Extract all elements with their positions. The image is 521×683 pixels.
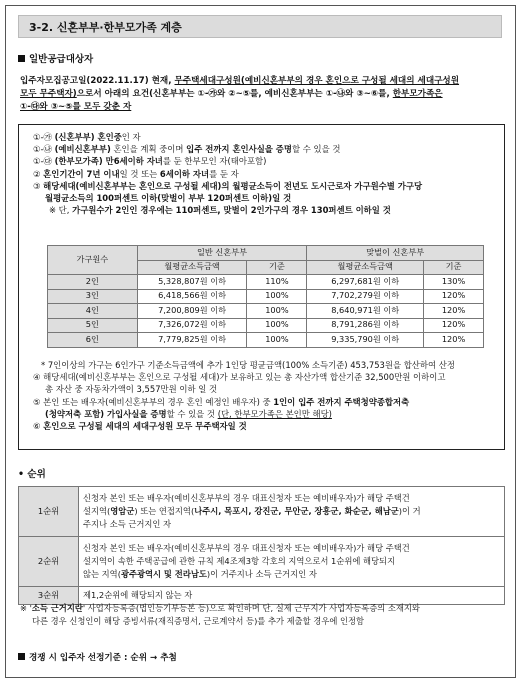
intro-requirements: 으로서 아래의 요건(신혼부부는 ①-㉮와 ②~⑤를, 예비신혼부부는 ①-㉯와 ③~⑥를, [76, 88, 393, 99]
rank-desc: 신청자 본인 또는 배우자(예비신혼부부의 경우 대표신청자 또는 예비배우자)가 해당 주택건 설지역(영암군) 또는 연접지역(나주시, 목포시, 강진군, 무안군, 장흥군, 화순군, 해남군)이 거 주지나 소득 근거지인 자 [79, 487, 505, 537]
intro-paragraph [20, 75, 504, 114]
rank-heading: • 순위 [18, 469, 46, 480]
req-assets: ④ 해당세대(예비신혼부부는 혼인으로 구성될 세대)가 보유하고 있는 총 자산가액 합산기준 32,500만원 이하이고 [33, 372, 446, 383]
intro-date: 입주자모집공고일(2022.11.17) 현재, [20, 76, 175, 86]
table-row: 5인 7,326,072원 이하 100% 8,791,286원 이하 120% [48, 318, 484, 333]
col-general: 일반 신혼부부 [137, 246, 307, 261]
req-homeless: ⑥ 혼인으로 구성될 세대의 세대구성원 모두 무주택자일 것 [33, 420, 247, 431]
intro-single-parent-req: ①-㉰와 ③~⑤를 모두 갖춘 자 [20, 101, 132, 112]
rank-label: 2순위 [19, 537, 79, 587]
footnote: ※ '소득 근거지란' 사업자등록증(법인등기부등본 등)으로 확인하며 단, 실제 근무지가 사업자등록증의 소재지와 다른 경우 신청인이 해당 증빙서류(재직증명서, 근로계약서 등)를 추가 제출할 경우에 인정함 [20, 603, 420, 626]
req-pre-newlywed: ①-㉯ (예비신혼부부) 혼인을 계획 중이며 입주 전까지 혼인사실을 증명할 수 있을 것 [33, 144, 341, 155]
competition-criteria [18, 652, 177, 664]
table-row: 2인 5,328,807원 이하 110% 6,297,681원 이하 130% [48, 275, 484, 290]
rank-desc: 신청자 본인 또는 배우자(예비신혼부부의 경우 대표신청자 또는 예비배우자)가 해당 주택건 설지역이 속한 주택공급에 관한 규칙 제4조제3항 각호의 지역으로서 1순위에 해당되지 않는 지역(광주광역시 및 전라남도)이 거주지나 소득 근거지인 자 [79, 537, 505, 587]
req-marriage-period: ② 혼인기간이 7년 이내일 것 또는 6세이하 자녀를 둔 자 [33, 168, 239, 179]
section-heading-general [18, 53, 93, 67]
rank-label: 1순위 [19, 487, 79, 537]
competition-text: 경쟁 시 입주자 선정기준 : 순위 → 추첨 [29, 653, 177, 663]
rank-label: 3순위 [19, 587, 79, 605]
rank-heading-text: 순위 [27, 469, 46, 480]
table-row: 4인 7,200,809원 이하 100% 8,640,971원 이하 120% [48, 304, 484, 319]
square-bullet-icon [18, 55, 25, 62]
req-income-cont: 월평균소득의 100퍼센트 이하(맞벌이 부부 120퍼센트 이하)일 것 [45, 192, 292, 203]
intro-single-parent: 한부모가족은 [392, 88, 443, 99]
req-single-parent: ①-㉰ (한부모가족) 만6세이하 자녀를 둔 한부모인 자(태아포함) [33, 156, 267, 167]
table-row [19, 487, 505, 537]
intro-condition-end: 모두 무주택자) [20, 88, 77, 99]
table-row: 6인 7,779,825원 이하 100% 9,335,790원 이하 120% [48, 333, 484, 348]
table-row: 3인 6,418,566원 이하 100% 7,702,279원 이하 120% [48, 289, 484, 304]
req-assets-cont: 총 자산 중 자동차가액이 3,557만원 이하 일 것 [45, 384, 218, 395]
rank-table [18, 486, 505, 605]
col-dual-std: 기준 [424, 260, 484, 275]
requirements-notes [33, 359, 493, 432]
table-row [19, 537, 505, 587]
income-table [47, 245, 484, 348]
rank-desc: 제1,2순위에 해당되지 않는 자 [79, 587, 505, 605]
document-page [5, 5, 516, 678]
section-heading-text: 일반공급대상자 [29, 54, 94, 65]
intro-condition: 무주택세대구성원(예비신혼부부의 경우 혼인으로 구성될 세대의 세대구성원 [174, 76, 460, 86]
section-title: 3-2. 신혼부부·한부모가족 계층 [18, 15, 502, 38]
col-members: 가구원수 [48, 246, 138, 275]
note-7-persons: * 7인이상의 가구는 6인가구 기준소득금액에 추가 1인당 평균금액(100% 소득기준) 453,753원을 합산하여 산정 [41, 360, 455, 370]
col-general-avg: 월평균소득금액 [137, 260, 247, 275]
square-bullet-icon [18, 653, 25, 660]
req-savings-cont: (청약저축 포함) 가입사실을 증명할 수 있을 것 (단, 한부모가족은 본인만 해당) [45, 408, 332, 419]
req-income-note: ※ 단, 가구원수가 2인인 경우에는 110퍼센트, 맞벌이 2인가구의 경우 130퍼센트 이하일 것 [49, 205, 391, 216]
req-savings: ⑤ 본인 또는 배우자(예비신혼부부의 경우 혼인 예정인 배우자) 중 1인이 입주 전까지 주택청약종합저축 [33, 396, 410, 407]
col-general-std: 기준 [247, 260, 307, 275]
col-dual: 맞벌이 신혼부부 [307, 246, 484, 261]
req-income: ③ 해당세대(예비신혼부부는 혼인으로 구성될 세대)의 월평균소득이 전년도 도시근로자 가구원수별 가구당 [33, 180, 423, 191]
requirements-box [18, 124, 505, 450]
req-newlywed: ①-㉮ (신혼부부) 혼인중인 자 [33, 132, 141, 142]
col-dual-avg: 월평균소득금액 [307, 260, 424, 275]
